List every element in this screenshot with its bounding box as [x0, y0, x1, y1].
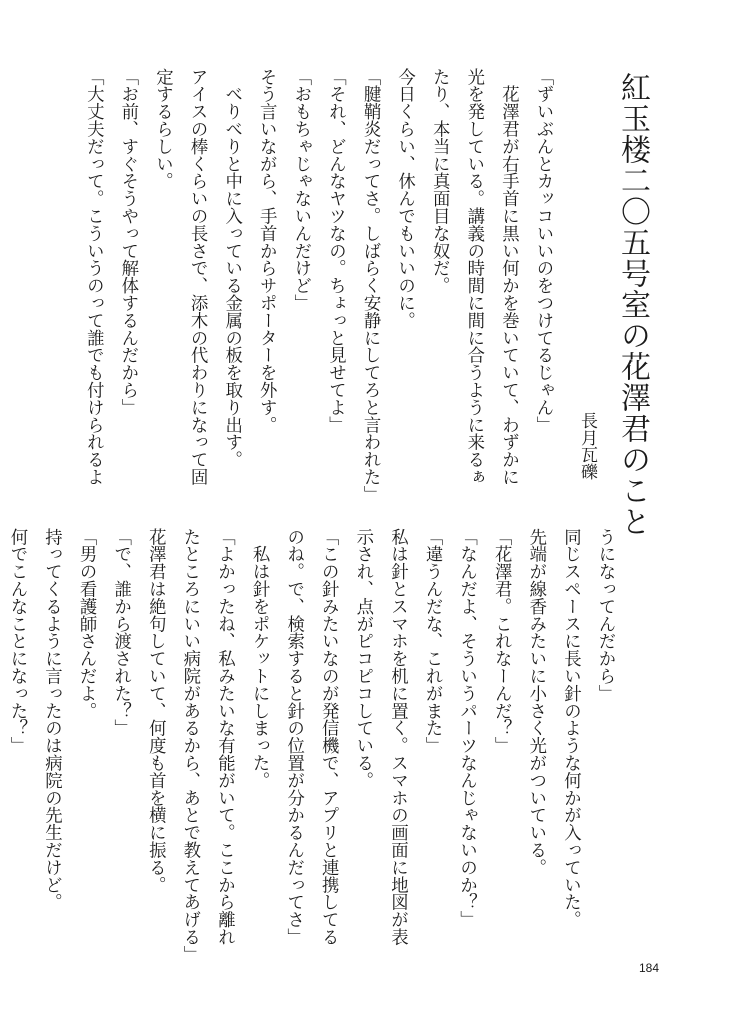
- text-line: 「この針みたいなのが発信機で、アプリと連携してる: [318, 528, 339, 946]
- text-block-bottom: [0, 528, 622, 968]
- text-line: 「それ、どんなヤツなの。ちょっと見せてよ」: [325, 68, 346, 434]
- text-line: 花澤君が右手首に黒い何かを巻いていて、わずかに: [498, 68, 519, 486]
- text-line: 私は針とスマホを机に置く。スマホの画面に地図が表: [387, 528, 408, 946]
- text-line: 「お前、すぐそうやって解体するんだから」: [117, 68, 138, 416]
- text-line: 「花澤君。これなーんだ？」: [491, 528, 512, 755]
- text-line: アイスの棒くらいの長さで、添木の代わりになって固: [187, 68, 208, 486]
- story-title: 紅玉楼二〇五号室の花澤君のこと: [615, 72, 650, 537]
- text-line: べりべりと中に入っている金属の板を取り出す。: [221, 68, 242, 469]
- text-line: 何でこんなことになった？」: [6, 528, 27, 755]
- author-name: 長月瓦礫: [577, 412, 597, 480]
- text-line: 「おもちゃじゃないんだけど」: [290, 68, 311, 312]
- text-line: 持ってくるように言ったのは病院の先生だけど。: [41, 528, 62, 911]
- text-line: 定するらしい。: [152, 68, 173, 190]
- text-line: 「腱鞘炎だってさ。しばらく安静にしてろと言われた」: [360, 68, 381, 503]
- text-line: そう言いながら、手首からサポーターを外す。: [256, 68, 277, 434]
- text-line: 示され、点がピコピコしている。: [352, 528, 373, 789]
- text-line: のね。で、検索すると針の位置が分かるんだってさ」: [283, 528, 304, 946]
- text-line: たり、本当に真面目な奴だ。: [429, 68, 450, 295]
- page-number: 184: [638, 961, 659, 975]
- text-line: 「なんだよ、そういうパーツなんじゃないのか？」: [456, 528, 477, 929]
- text-block-top: [76, 68, 560, 503]
- text-line: 私は針をポケットにしまった。: [249, 528, 270, 789]
- text-line: 「大丈夫だって。こういうのって誰でも付けられるよ: [83, 68, 104, 486]
- text-line: 同じスペースに長い針のような何かが入っていた。: [560, 528, 581, 929]
- text-line: 花澤君は絶句していて、何度も首を横に振る。: [145, 528, 166, 894]
- text-line: 光を発している。講義の時間に間に合うように来るぁ: [463, 68, 484, 486]
- text-line: 先端が線香みたいに小さく光がついている。: [525, 528, 546, 876]
- text-line: たところにいい病院があるから、あとで教えてあげる」: [179, 528, 200, 963]
- text-line: 「違うんだな、これがまた」: [422, 528, 443, 755]
- text-line: 今日くらい、休んでもいいのに。: [394, 68, 415, 329]
- text-line: 「ずいぶんとカッコいいのをつけてるじゃん」: [533, 68, 553, 434]
- text-line: 「で、誰から渡された？」: [110, 528, 131, 737]
- text-line: うになってんだから」: [595, 528, 615, 702]
- text-line: 「男の看護師さんだよ。: [76, 528, 97, 720]
- text-line: 「よかったね、私みたいな有能がいて。ここから離れ: [214, 528, 235, 946]
